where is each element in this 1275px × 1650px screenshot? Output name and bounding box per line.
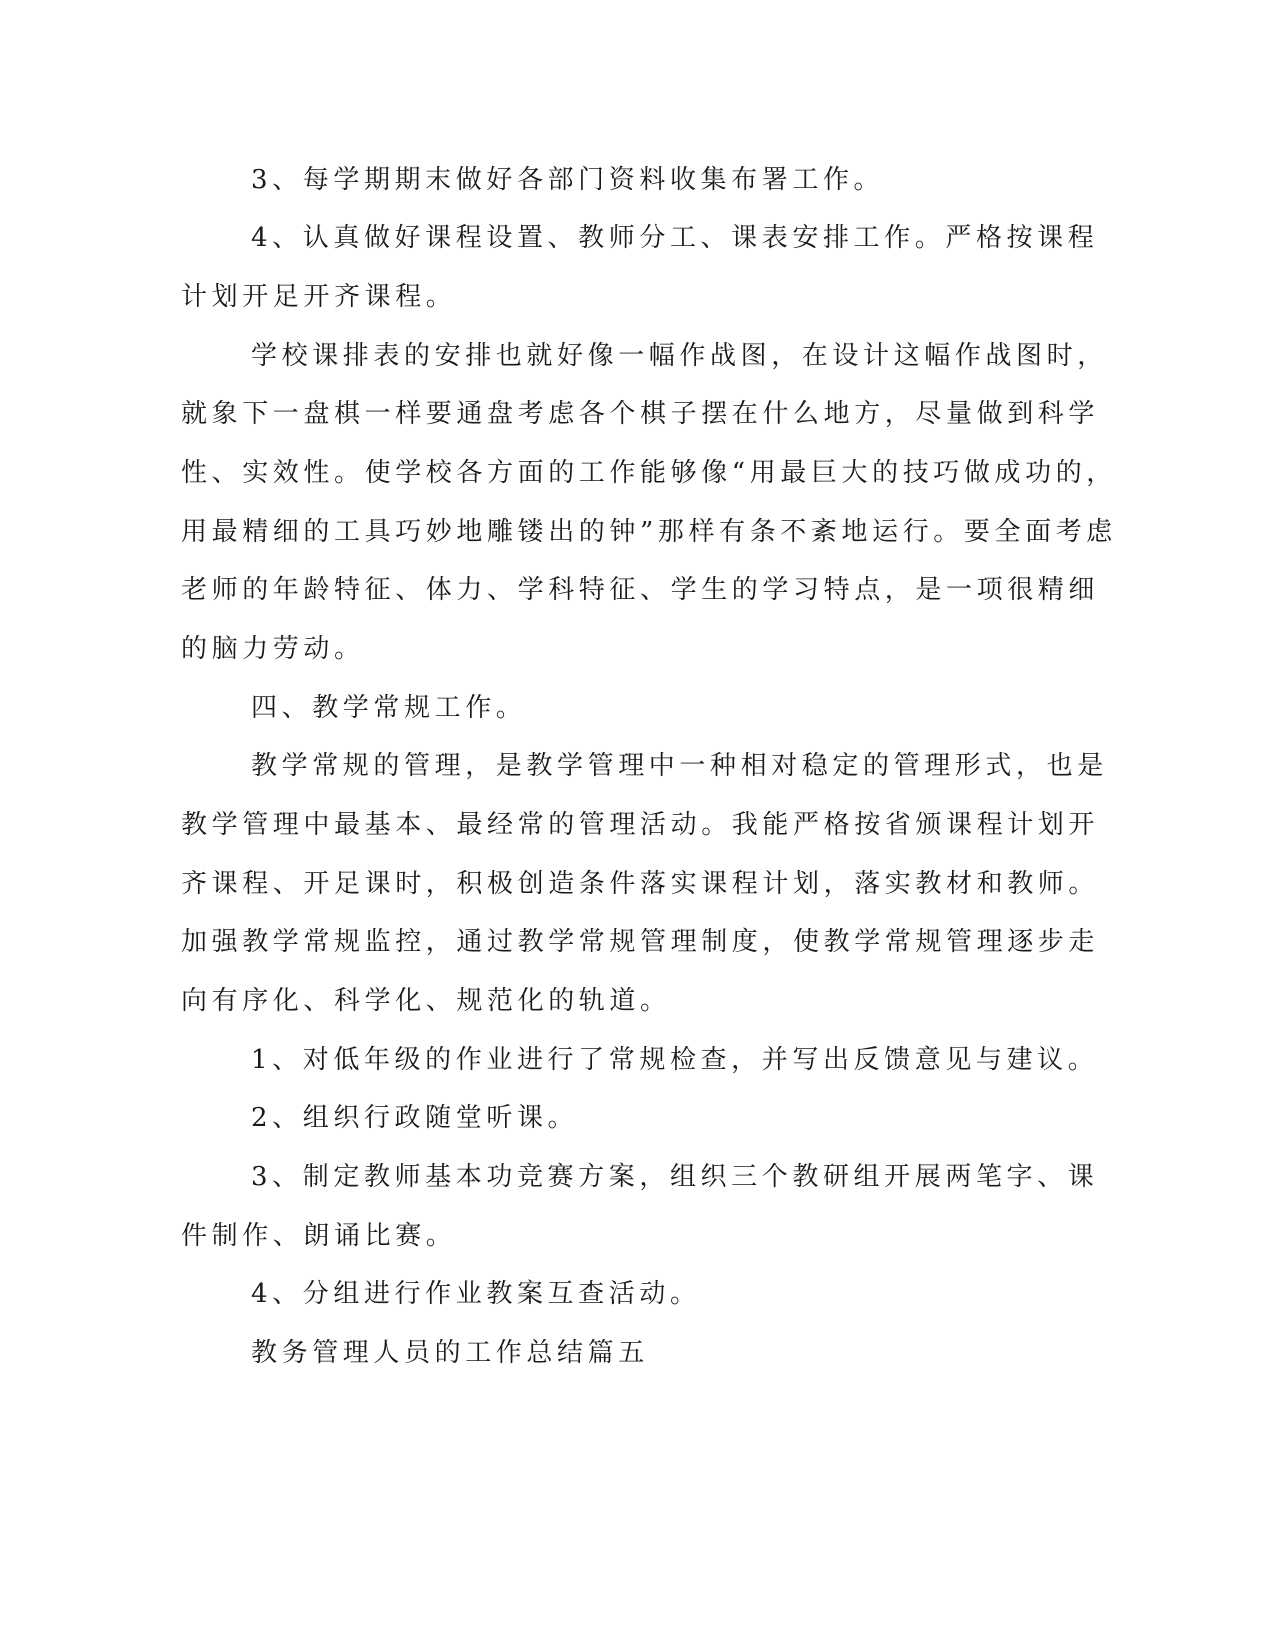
text-line: 3、制定教师基本功竞赛方案，组织三个教研组开展两笔字、课 [251, 1162, 1099, 1192]
section-heading: 四、教学常规工作。 [251, 693, 527, 723]
text-line: 向有序化、科学化、规范化的轨道。 [181, 986, 671, 1016]
text-line: 2、组织行政随堂听课。 [251, 1103, 579, 1133]
text-line: 老师的年龄特征、体力、学科特征、学生的学习特点，是一项很精细 [181, 575, 1100, 605]
text-line: 教学常规的管理，是教学管理中一种相对稳定的管理形式，也是 [251, 751, 1108, 781]
text-line: 齐课程、开足课时，积极创造条件落实课程计划，落实教材和教师。 [181, 869, 1100, 899]
text-line: 教学管理中最基本、最经常的管理活动。我能严格按省颁课程计划开 [181, 810, 1100, 840]
text-line: 4、认真做好课程设置、教师分工、课表安排工作。严格按课程 [251, 223, 1099, 253]
text-line: 加强教学常规监控，通过教学常规管理制度，使教学常规管理逐步走 [181, 927, 1100, 957]
text-line: 4、分组进行作业教案互查活动。 [251, 1279, 701, 1309]
text-line: 计划开足开齐课程。 [181, 282, 457, 312]
text-line: 性、实效性。使学校各方面的工作能够像“用最巨大的技巧做成功的， [181, 458, 1117, 488]
text-line: 就象下一盘棋一样要通盘考虑各个棋子摆在什么地方，尽量做到科学 [181, 399, 1100, 429]
text-line: 件制作、朗诵比赛。 [181, 1221, 457, 1251]
text-line: 学校课排表的安排也就好像一幅作战图，在设计这幅作战图时， [251, 341, 1108, 371]
text-line: 用最精细的工具巧妙地雕镂出的钟”那样有条不紊地运行。要全面考虑 [181, 517, 1117, 547]
text-line: 的脑力劳动。 [181, 634, 365, 664]
section-title: 教务管理人员的工作总结篇五 [251, 1338, 649, 1368]
text-line: 3、每学期期末做好各部门资料收集布署工作。 [251, 165, 885, 195]
text-line: 1、对低年级的作业进行了常规检查，并写出反馈意见与建议。 [251, 1045, 1099, 1075]
